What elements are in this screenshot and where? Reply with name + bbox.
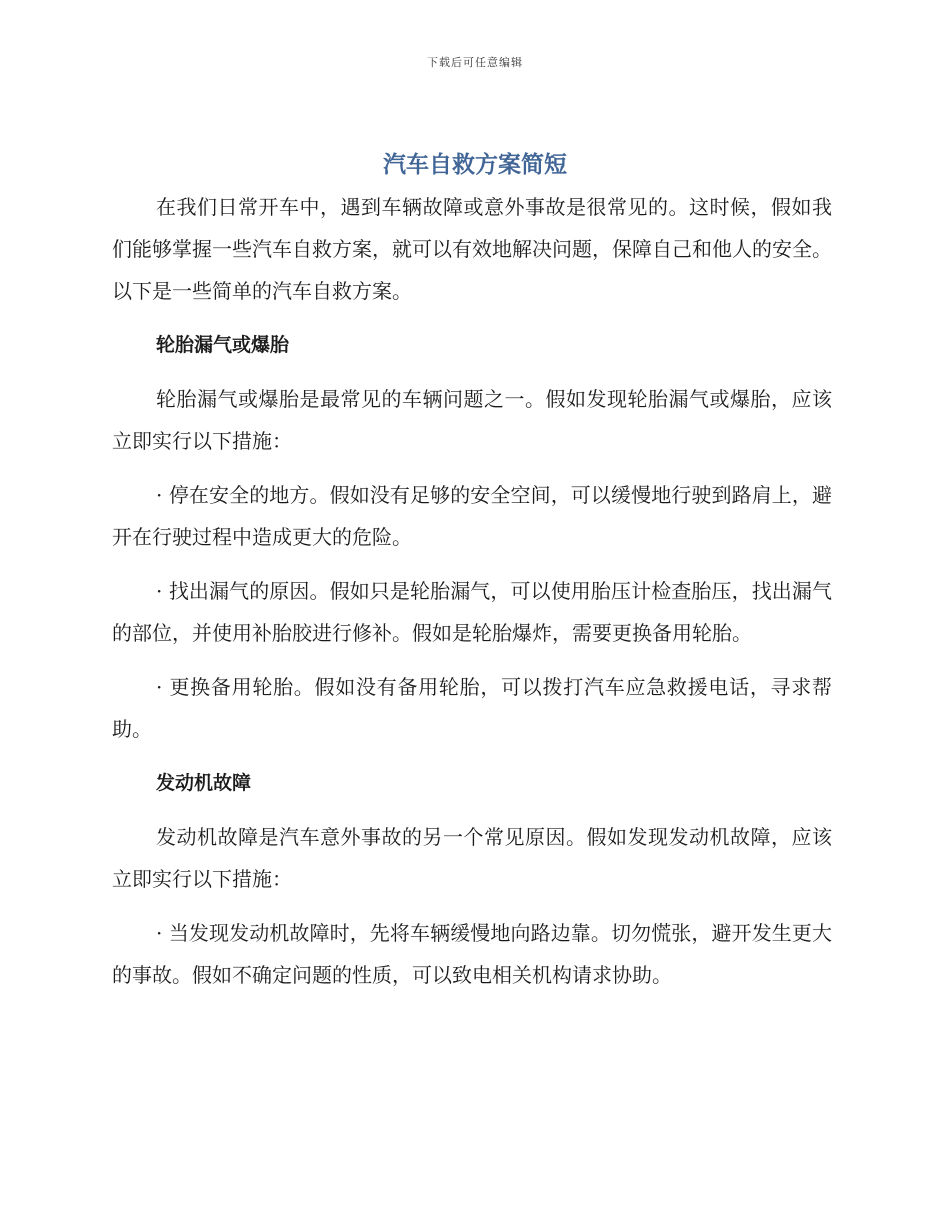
tire-paragraph: 轮胎漏气或爆胎是最常见的车辆问题之一。假如发现轮胎漏气或爆胎，应该立即实行以下措施：	[112, 387, 832, 453]
spacer	[112, 804, 832, 816]
spacer	[112, 462, 832, 474]
section-heading-engine: 发动机故障	[156, 772, 252, 794]
engine-paragraph: 发动机故障是汽车意外事故的另一个常见原因。假如发现发动机故障，应该立即实行以下措施：	[112, 825, 832, 891]
tire-bullet-1: · 停在安全的地方。假如没有足够的安全空间，可以缓慢地行驶到路肩上，避开在行驶过程中造成更大的危险。	[112, 483, 832, 549]
spacer	[112, 750, 832, 762]
spacer	[112, 558, 832, 570]
spacer	[112, 654, 832, 666]
document-title: 汽车自救方案简短	[383, 152, 567, 178]
spacer	[112, 366, 832, 378]
spacer	[112, 312, 832, 324]
spacer	[112, 900, 832, 912]
engine-bullet-1: · 当发现发动机故障时，先将车辆缓慢地向路边靠。切勿慌张，避开发生更大的事故。假如不确定问题的性质，可以致电相关机构请求协助。	[112, 921, 832, 987]
intro-paragraph: 在我们日常开车中，遇到车辆故障或意外事故是很常见的。这时候，假如我们能够掌握一些汽车自救方案，就可以有效地解决问题，保障自己和他人的安全。以下是一些简单的汽车自救方案。	[112, 195, 832, 303]
page-header: 下载后可任意编辑	[427, 56, 523, 69]
section-heading-tire: 轮胎漏气或爆胎	[156, 334, 290, 356]
tire-bullet-2: · 找出漏气的原因。假如只是轮胎漏气，可以使用胎压计检查胎压，找出漏气的部位，并使用补胎胶进行修补。假如是轮胎爆炸，需要更换备用轮胎。	[112, 579, 832, 645]
tire-bullet-3: · 更换备用轮胎。假如没有备用轮胎，可以拨打汽车应急救援电话，寻求帮助。	[112, 675, 832, 741]
document-body	[112, 186, 832, 996]
